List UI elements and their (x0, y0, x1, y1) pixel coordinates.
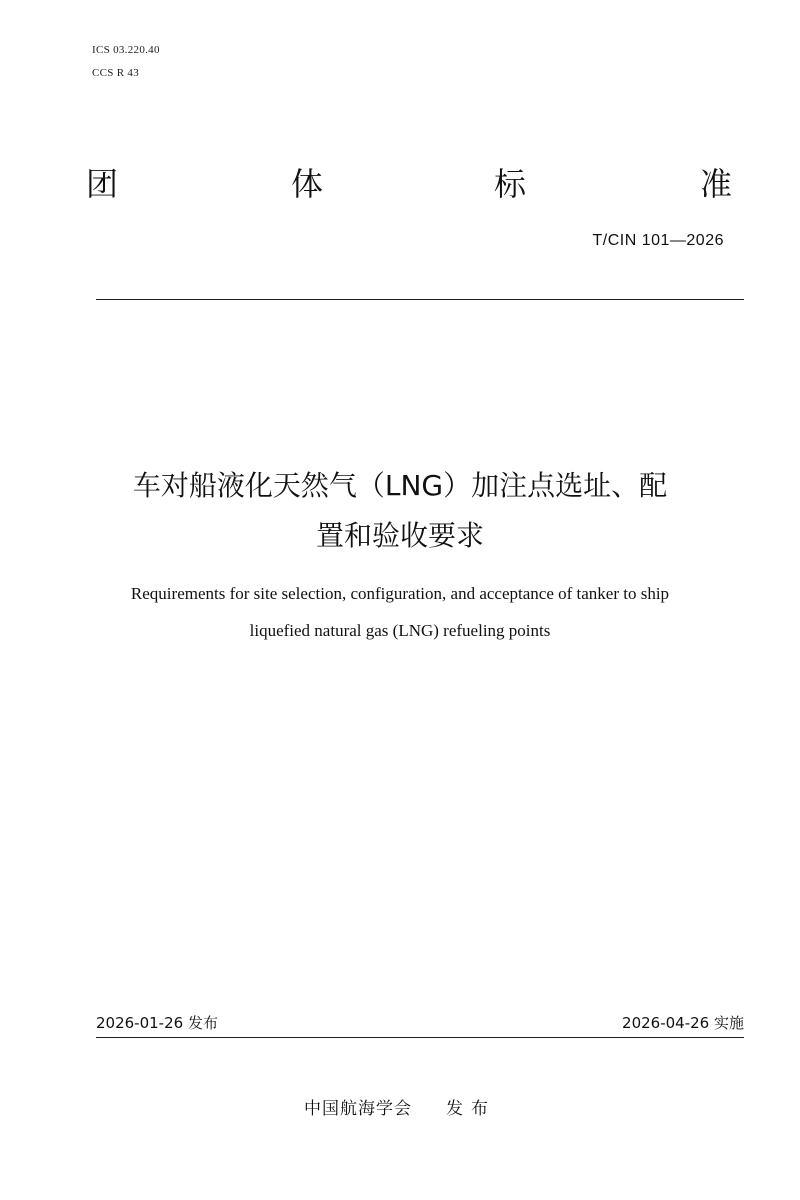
english-title-line-1: Requirements for site selection, configuration, and acceptance of tanker to ship (130, 584, 670, 603)
standard-kind-char: 团 (86, 165, 119, 203)
chinese-title-line-2: 置和验收要求 (315, 519, 484, 552)
issuer-line (0, 1098, 800, 1120)
issuer-action: 发布 (446, 1099, 496, 1119)
header-divider (96, 299, 744, 300)
chinese-title-line-1: 车对船液化天然气（LNG）加注点选址、配 (132, 469, 668, 502)
ics-code: ICS 03.220.40 (92, 44, 160, 56)
footer-divider (96, 1037, 744, 1038)
standard-number: T/CIN 101—2026 (592, 232, 724, 249)
implementation-date: 2026-04-26 实施 (622, 1014, 744, 1032)
standard-kind-char: 标 (494, 165, 527, 203)
english-title-line-2: liquefied natural gas (LNG) refueling points (249, 621, 551, 640)
standard-kind-char: 体 (291, 165, 324, 203)
standard-kind-heading (86, 162, 746, 206)
issuer-organization: 中国航海学会 (304, 1099, 412, 1119)
ccs-code: CCS R 43 (92, 67, 140, 79)
release-date: 2026-01-26 发布 (96, 1014, 218, 1032)
standard-kind-char: 准 (700, 165, 733, 203)
